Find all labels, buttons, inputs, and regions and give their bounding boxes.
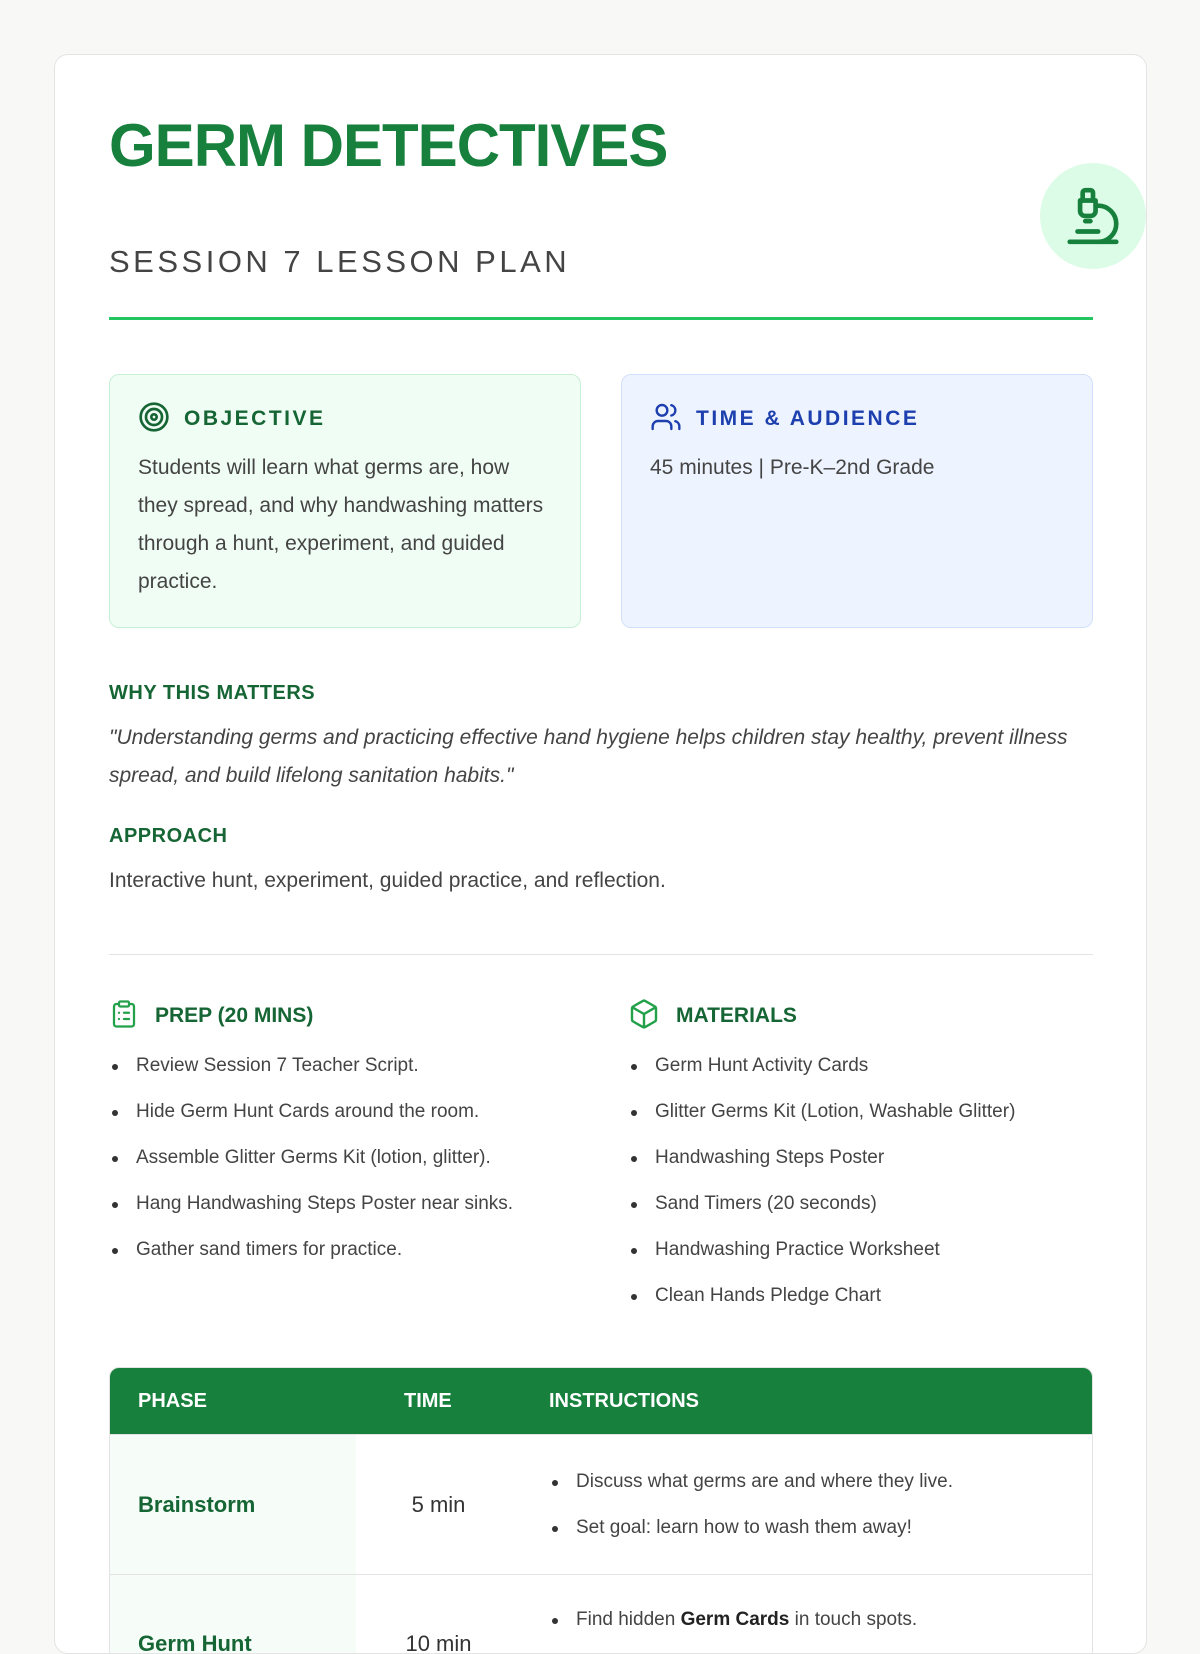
list-item: Clean Hands Pledge Chart	[628, 1273, 1100, 1319]
microscope-icon	[1040, 163, 1146, 269]
page-subtitle: SESSION 7 LESSON PLAN	[109, 244, 571, 279]
approach-label: APPROACH	[109, 825, 228, 847]
list-item: Review Session 7 Teacher Script.	[109, 1043, 581, 1089]
clipboard-icon	[109, 998, 139, 1035]
approach-text: Interactive hunt, experiment, guided practice, and reflection.	[109, 869, 666, 892]
header-instructions: INSTRUCTIONS	[549, 1389, 699, 1412]
objective-text: Students will learn what germs are, how they spread, and why handwashing matters through a hunt, experiment, and guided practice.	[138, 456, 544, 593]
list-item: Set goal: learn how to wash them away!	[549, 1505, 953, 1551]
time-cell: 10 min	[405, 1631, 472, 1654]
header-divider	[109, 317, 1093, 320]
instructions-cell	[521, 1575, 1092, 1654]
why-label: WHY THIS MATTERS	[109, 682, 316, 704]
lesson-plan-card	[54, 54, 1147, 1654]
instructions-cell	[521, 1435, 1092, 1574]
users-icon	[650, 401, 682, 438]
list-item: Handwashing Practice Worksheet	[628, 1227, 1100, 1273]
header-time: TIME	[404, 1389, 452, 1412]
objective-box	[109, 374, 581, 628]
materials-title: MATERIALS	[676, 1004, 797, 1027]
list-item: Find hidden Germ Cards in touch spots.	[549, 1597, 917, 1643]
list-item: Assemble Glitter Germs Kit (lotion, glitter).	[109, 1135, 581, 1181]
list-item: Discuss what germs are and where they live.	[549, 1459, 953, 1505]
objective-title: OBJECTIVE	[184, 407, 326, 430]
phase-table	[109, 1367, 1093, 1654]
list-item: Glitter Germs Kit (Lotion, Washable Glitter)	[628, 1089, 1100, 1135]
header-phase: PHASE	[138, 1389, 207, 1412]
prep-section	[109, 999, 581, 1273]
materials-list	[628, 1043, 1100, 1319]
section-divider	[109, 954, 1093, 955]
time-audience-text: 45 minutes | Pre-K–2nd Grade	[650, 456, 935, 479]
target-icon	[138, 401, 170, 438]
list-item: Handwashing Steps Poster	[628, 1135, 1100, 1181]
time-audience-title: TIME & AUDIENCE	[696, 407, 920, 430]
materials-section	[628, 999, 1100, 1319]
table-row	[110, 1574, 1092, 1654]
list-item: Germ Hunt Activity Cards	[628, 1043, 1100, 1089]
list-item: Sand Timers (20 seconds)	[628, 1181, 1100, 1227]
list-item: Gather sand timers for practice.	[109, 1227, 581, 1273]
why-quote: "Understanding germs and practicing effective hand hygiene helps children stay healthy, prevent illness spread, and build lifelong sanitation habits."	[109, 726, 1068, 787]
box-icon	[628, 998, 660, 1035]
table-row	[110, 1434, 1092, 1574]
time-audience-box	[621, 374, 1093, 628]
list-item: Hide Germ Hunt Cards around the room.	[109, 1089, 581, 1135]
prep-list	[109, 1043, 581, 1273]
time-cell: 5 min	[411, 1491, 466, 1517]
prep-title: PREP (20 MINS)	[155, 1004, 314, 1027]
phase-cell: Brainstorm	[110, 1435, 356, 1574]
list-item: Hang Handwashing Steps Poster near sinks.	[109, 1181, 581, 1227]
page-title: GERM DETECTIVES	[109, 112, 668, 179]
phase-cell: Germ Hunt	[110, 1575, 356, 1654]
table-header	[110, 1368, 1092, 1434]
